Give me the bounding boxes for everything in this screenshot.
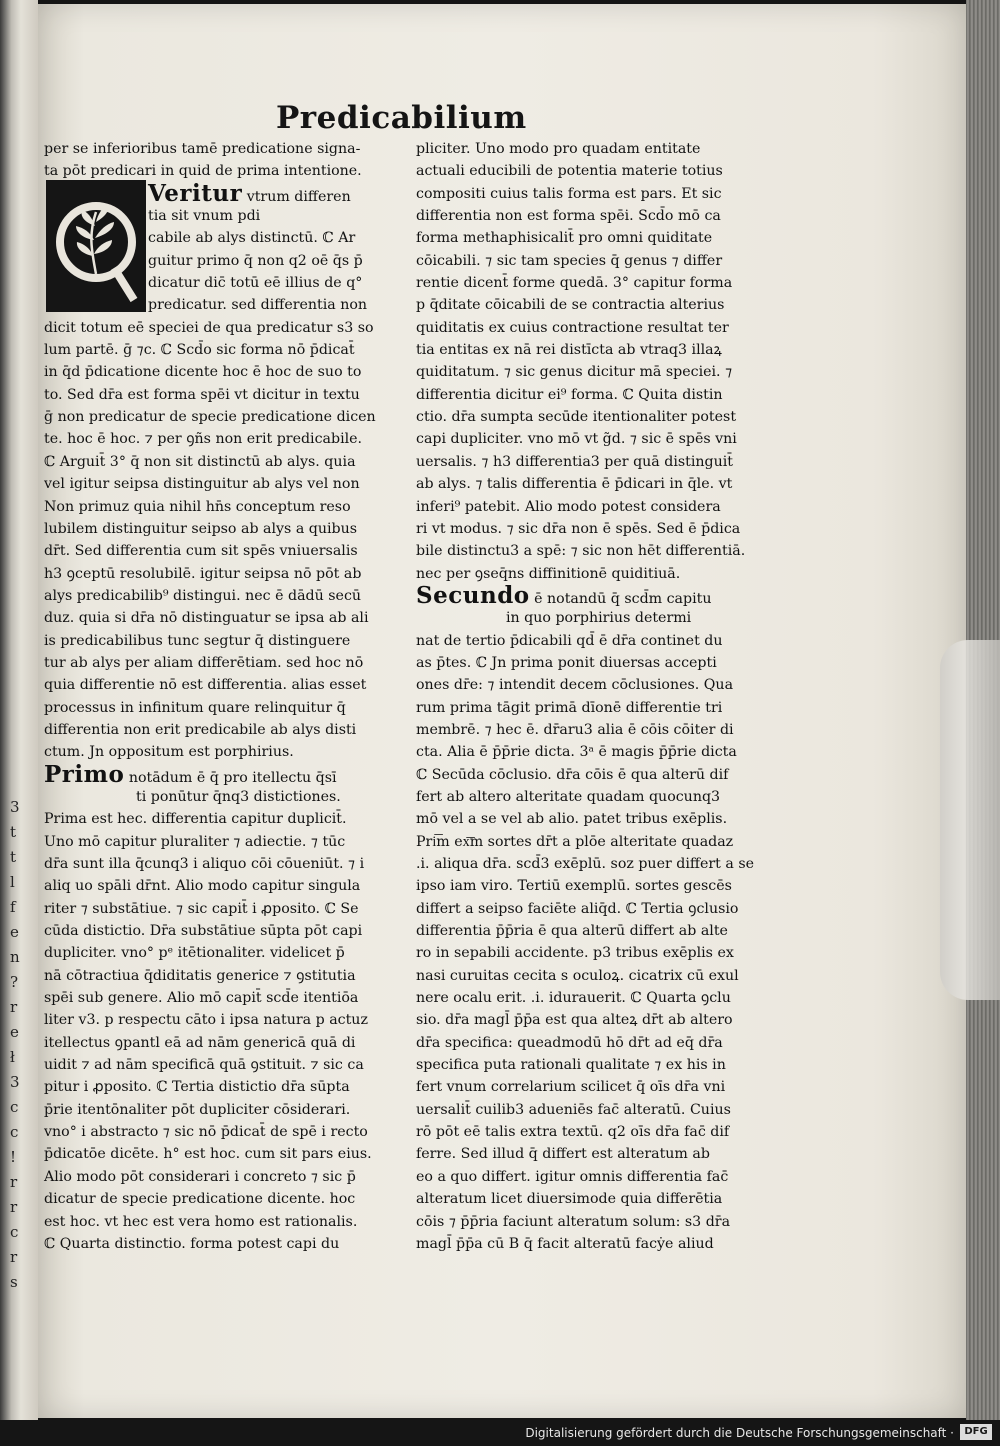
- text-line: inferi⁹ patebit. Alio modo potest considera: [416, 498, 721, 515]
- text-line: rum prima tāgit primā dīonē differentie tri: [416, 699, 723, 716]
- book-clamp: [940, 640, 1000, 1000]
- text-line: capi dupliciter. vno mō vt g̃d. ⁊ sic ē spēs vni: [416, 431, 737, 448]
- text-line: Prima est hec. differentia capitur duplicit̄.: [44, 811, 347, 828]
- dfg-logo-icon: DFG: [960, 1424, 992, 1440]
- text-line: cōis ⁊ p̄p̄ria faciunt alteratum solum: s3 dr̄a: [416, 1213, 731, 1230]
- margin-fragment: l: [10, 873, 15, 891]
- text-line: is predicabilibus tunc segtur q̄ distinguere: [44, 632, 351, 649]
- heading-line-rest: notādum ē q̄ pro itellectu q̄sī: [124, 769, 337, 786]
- text-line: ferre. Sed illud q̄ differt est alteratum ab: [416, 1146, 710, 1163]
- text-line: p̄dicatōe dicēte. h° est hoc. cum sit pars eius.: [44, 1146, 372, 1163]
- text-line: ℂ Quarta distinctio. forma potest capi du: [44, 1235, 340, 1252]
- text-line: rentie dicent̄ forme quedā. 3° capitur forma: [416, 275, 733, 292]
- text-line: ctum. Jn oppositum est porphirius.: [44, 744, 294, 761]
- text-line: Non primuz quia nihil hn̄s conceptum reso: [44, 498, 351, 515]
- text-line: quia differentie nō est differentia. alias esset: [44, 677, 367, 694]
- text-line: dicatur dic̄ totū eē illius de q°: [148, 275, 363, 292]
- text-line: quiditatum. ⁊ sic genus dicitur mā speciei. ⁊: [416, 364, 733, 381]
- text-line: ℂ Arguit̄ 3° q̄ non sit distinctū ab alys. quia: [44, 453, 356, 470]
- adjacent-page-strip: [0, 0, 38, 1420]
- text-line: to. Sed dr̄a est forma spēi vt dicitur in textu: [44, 386, 360, 403]
- text-line: guitur primo q̄ non q2 oē q̄s p̄: [148, 252, 363, 269]
- text-line: ℂ Secūda cōclusio. dr̄a cōis ē qua alterū dif: [416, 766, 729, 783]
- text-line: tur ab alys per aliam differētiam. sed hoc nō: [44, 654, 364, 671]
- text-line: predicatur. sed differentia non: [148, 297, 368, 314]
- text-line: Pri͞m ex͞m sortes dr̄t a plōe alteritate quadaz: [416, 833, 734, 850]
- text-line: forma methaphisicalit̄ pro omni quiditate: [416, 230, 713, 247]
- text-line: ctio. dr̄a sumpta secūde itentionaliter potest: [416, 409, 737, 426]
- text-line: cōicabili. ⁊ sic tam species q̄ genus ⁊ differ: [416, 252, 723, 269]
- initial-heading-line: [44, 179, 444, 207]
- digitization-footer: [0, 1420, 1000, 1446]
- text-line: fert vnum correlarium scilicet q̄ oīs dr̄a vni: [416, 1079, 726, 1096]
- text-line: dicatur de specie predicatione dicente. hoc: [44, 1191, 356, 1208]
- text-line: p̄rie itentōnaliter pōt dupliciter cōsiderari.: [44, 1101, 351, 1118]
- running-head: Predicabilium: [276, 100, 527, 136]
- text-line: sio. dr̄a magl̄ p̄p̄a est qua alteꝝ dr̄t ab altero: [416, 1012, 733, 1029]
- section-heading-word: Secundo: [416, 581, 530, 609]
- text-line: membrē. ⁊ hec ē. dr̄aru3 alia ē cōis cōiter di: [416, 721, 734, 738]
- section-heading-word: Primo: [44, 760, 125, 788]
- text-line: ab alys. ⁊ talis differentia ē p̄dicari in q̄le. vt: [416, 476, 733, 493]
- text-line: magl̄ p̄p̄a cū B q̄ facit alteratū facẏe aliud: [416, 1235, 714, 1252]
- margin-fragment: e: [10, 923, 19, 941]
- margin-fragment: r: [10, 1173, 18, 1191]
- text-line: Alio modo pōt considerari i concreto ⁊ sic p̄: [44, 1168, 356, 1185]
- text-line: compositi cuius talis forma est pars. Et sic: [416, 185, 722, 202]
- text-line: in quo porphirius determi: [506, 610, 692, 627]
- text-line: differentia non est forma spēi. Scd̄o mō ca: [416, 208, 721, 225]
- text-line: differentia dicitur ei⁹ forma. ℂ Quita distin: [416, 386, 723, 403]
- margin-fragment: ł: [10, 1048, 15, 1066]
- text-line: dr̄t. Sed differentia cum sit spēs vniuersalis: [44, 543, 358, 560]
- margin-fragment: !: [10, 1148, 17, 1166]
- section-heading-word: Veritur: [148, 179, 243, 207]
- text-line: duz. quia si dr̄a nō distinguatur se ipsa ab ali: [44, 610, 369, 627]
- secundo-heading-line: [416, 581, 816, 609]
- margin-fragment: c: [10, 1098, 19, 1116]
- text-line: dr̄a sunt illa q̄cunq3 i aliquo cōi cōueniūt. ⁊ i: [44, 856, 365, 872]
- text-line: differt a seipso faciēte aliq̄d. ℂ Tertia ꝯclusio: [416, 900, 739, 917]
- margin-fragment: n: [10, 948, 20, 966]
- primo-heading-line: [44, 760, 444, 788]
- heading-line-rest: vtrum differen: [242, 188, 351, 205]
- text-line: rō pōt eē talis extra textū. q2 oīs dr̄a fac̄ dif: [416, 1124, 730, 1141]
- text-line: uersalit̄ cuilib3 adueniēs fac̄ alteratū. Cuius: [416, 1101, 731, 1118]
- text-line: dupliciter. vno° pᵉ itētionaliter. videlicet p̄: [44, 945, 345, 962]
- text-line: nasi curuitas cecita s oculoꝝ. cicatrix cū exul: [416, 967, 739, 984]
- margin-fragment: t: [10, 823, 17, 841]
- right-column: [416, 138, 816, 1255]
- text-line: tia entitas ex nā rei distīcta ab vtraq3 illaꝝ: [416, 342, 722, 359]
- text-line: actuali educibili de potentia materie totius: [416, 163, 723, 180]
- margin-fragment: f: [10, 898, 16, 916]
- text-line: p q̄ditate cōicabili de se contractia alterius: [416, 297, 725, 314]
- margin-fragment: 3: [10, 1073, 20, 1091]
- text-line: pliciter. Uno modo pro quadam entitate: [416, 141, 701, 157]
- text-line: quiditatis ex cuius contractione resultat ter: [416, 319, 729, 336]
- text-line: spēi sub genere. Alio mō capit̄ scd̄e itentiōa: [44, 990, 359, 1007]
- footer-credit: Digitalisierung gefördert durch die Deutsche Forschungsgemeinschaft ·: [525, 1426, 954, 1440]
- text-line: uersalis. ⁊ h3 differentia3 per quā distinguit̄: [416, 453, 734, 470]
- text-line: vel igitur seipsa distinguitur ab alys vel non: [44, 476, 360, 493]
- text-line: ri vt modus. ⁊ sic dr̄a non ē spēs. Sed ē p̄dica: [416, 520, 741, 537]
- text-line: lubilem distinguitur seipso ab alys a quibus: [44, 520, 358, 537]
- text-line: aliq uo spāli dr̄nt. Alio modo capitur singula: [44, 878, 361, 895]
- margin-fragment: c: [10, 1123, 19, 1141]
- margin-fragment: 3: [10, 798, 20, 816]
- text-line: bile distinctu3 a spē: ⁊ sic non hēt differentiā.: [416, 543, 746, 560]
- text-line: ta pōt predicari in quid de prima intentione.: [44, 163, 362, 180]
- margin-fragment: r: [10, 1198, 18, 1216]
- text-line: riter ⁊ substātiue. ⁊ sic capit̄ i ꝓposito. ℂ Se: [44, 900, 359, 917]
- text-line: eo a quo differt. igitur omnis differentia fac̄: [416, 1168, 729, 1185]
- text-line: nat de tertio p̄dicabili qd̄ ē dr̄a continet du: [416, 632, 723, 649]
- text-line: liter v3. p respectu cāto i ipsa natura p actuz: [44, 1012, 368, 1029]
- text-line: differentia non erit predicabile ab alys disti: [44, 721, 357, 738]
- text-line: processus in infinitum quare relinquitur q̄: [44, 699, 346, 716]
- margin-fragment: e: [10, 1023, 19, 1041]
- margin-fragment: t: [10, 848, 17, 866]
- text-line: mō vel a se vel ab alio. patet tribus exēplis.: [416, 811, 728, 828]
- heading-line-rest: ē notandū q̄ scd̄m capitu: [529, 590, 712, 607]
- text-line: specifica puta rationali qualitate ⁊ ex his in: [416, 1057, 726, 1074]
- text-line: itellectus ꝯpantl eā ad nām genericā quā di: [44, 1034, 356, 1051]
- text-line: ipso iam viro. Tertiū exemplū. sortes gescēs: [416, 878, 732, 895]
- text-line: ḡ non predicatur de specie predicatione dicen: [44, 409, 376, 426]
- text-line: nā cōtractiua q̄diditatis generice ⁊ ꝯstitutia: [44, 967, 356, 984]
- text-line: ti ponūtur q̄nq3 distictiones.: [136, 788, 341, 805]
- text-line: te. hoc ē hoc. ⁊ per ꝯñs non erit predicabile.: [44, 431, 363, 448]
- text-line: differentia p̄p̄ria ē qua alterū differt ab alte: [416, 923, 728, 940]
- text-line: cūda distictio. Dr̄a substātiue sūpta pōt capi: [44, 923, 363, 940]
- text-line: pitur i ꝓposito. ℂ Tertia distictio dr̄a sūpta: [44, 1079, 350, 1096]
- text-line: .i. aliqua dr̄a. scd̄3 exēplū. soz puer differt a se: [416, 856, 754, 872]
- text-line: as p̄tes. ℂ Jn prima ponit diuersas accepti: [416, 654, 717, 671]
- margin-fragment: c: [10, 1223, 19, 1241]
- text-line: tia sit vnum pdi: [148, 208, 261, 225]
- text-line: Uno mō capitur pluraliter ⁊ adiectie. ⁊ tūc: [44, 833, 346, 850]
- text-line: lum partē. ḡ ⁊c. ℂ Scd̄o sic forma nō p̄dicat̄: [44, 342, 355, 359]
- text-line: nec per ꝯseq̄ns diffinitionē quiditiuā.: [416, 565, 681, 582]
- text-line: ones dr̄e: ⁊ intendit decem cōclusiones. Qua: [416, 677, 734, 694]
- text-line: h3 ꝯceptū resolubilē. igitur seipsa nō pōt ab: [44, 565, 362, 582]
- margin-fragment: r: [10, 1248, 18, 1266]
- margin-fragment: s: [10, 1273, 18, 1291]
- text-line: fert ab altero alteritate quadam quocunq3: [416, 788, 721, 805]
- text-line: cabile ab alys distinctū. ℂ Ar: [148, 230, 356, 247]
- text-line: est hoc. vt hec est vera homo est rationalis.: [44, 1213, 358, 1230]
- text-line: in q̄d p̄dicatione dicente hoc ē hoc de suo to: [44, 364, 362, 381]
- text-line: dicit totum eē speciei de qua predicatur s3 so: [44, 319, 374, 336]
- text-line: nere ocalu erit. .i. idurauerit. ℂ Quarta ꝯclu: [416, 990, 731, 1007]
- text-line: vno° i abstracto ⁊ sic nō p̄dicat̄ de spē i recto: [44, 1124, 368, 1141]
- text-line: dr̄a specifica: queadmodū hō dr̄t ad eq̄ dr̄a: [416, 1034, 723, 1051]
- text-line: alys predicabilib⁹ distingui. nec ē dādū secū: [44, 587, 362, 604]
- text-line: cta. Alia ē p̄p̄rie dicta. 3ᵃ ē magis p̄p̄rie dicta: [416, 744, 737, 761]
- text-line: per se inferioribus tamē predicatione signa-: [44, 141, 361, 157]
- text-line: ro in sepabili accidente. p3 tribus exēplis ex: [416, 945, 734, 962]
- text-line: alteratum licet diuersimode quia differētia: [416, 1191, 723, 1208]
- margin-fragment: ?: [10, 973, 19, 991]
- margin-fragment: r: [10, 998, 18, 1016]
- text-line: uidit ⁊ ad nām specificā quā ꝯstituit. ⁊ sic ca: [44, 1057, 364, 1074]
- left-column: [44, 138, 444, 1255]
